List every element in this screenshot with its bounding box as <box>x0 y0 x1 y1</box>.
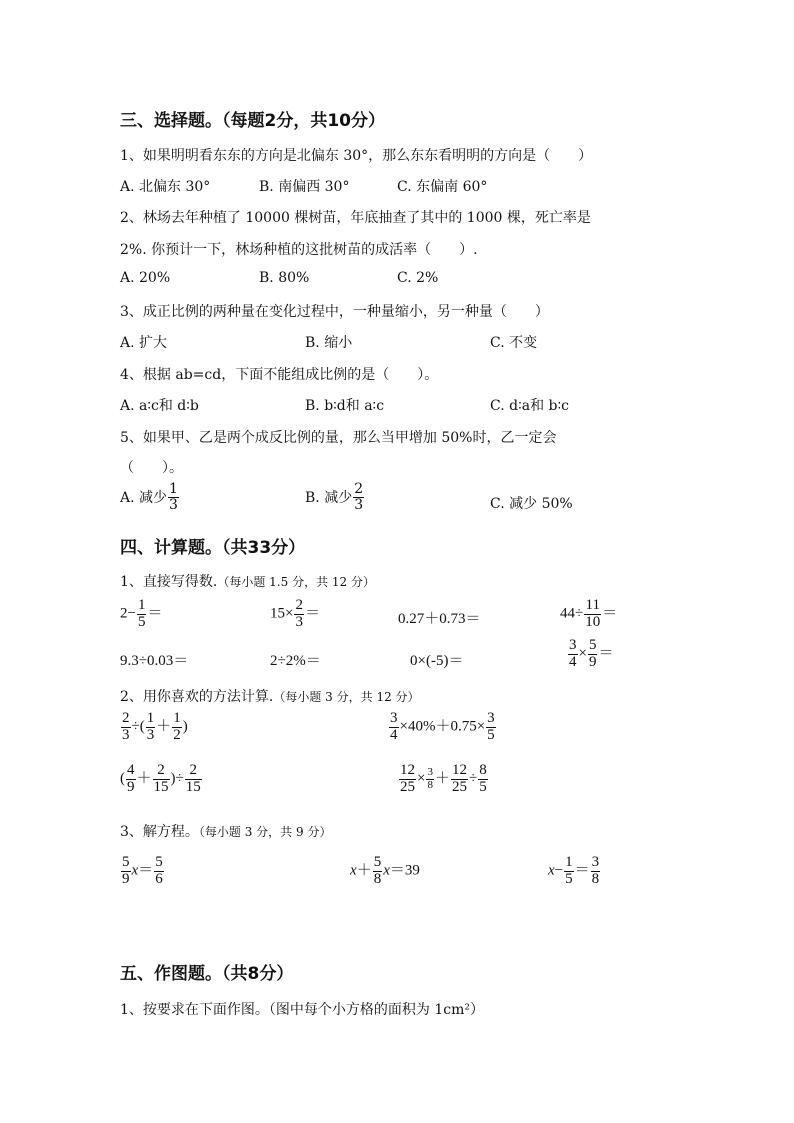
calc2-expr-3 <box>120 763 203 796</box>
q4-option-c: C. d∶a和 b∶c <box>490 398 569 414</box>
frac-num: 1 <box>146 710 155 726</box>
expr-text: ) <box>182 718 188 735</box>
calc-part2-label: 2、用你喜欢的方法计算. <box>120 689 274 705</box>
frac-den: 9 <box>122 870 130 887</box>
frac-den: 3 <box>146 726 155 743</box>
expr-text: ＝ <box>602 605 618 622</box>
frac-den: 25 <box>451 778 467 795</box>
q4-stem: 4、根据 ab=cd，下面不能组成比例的是（ ）。 <box>120 367 439 383</box>
section-4-title: 四、计算题。（共33分） <box>120 538 306 558</box>
variable-x: x <box>131 862 139 879</box>
frac-den: 5 <box>565 870 573 887</box>
expr-text: 2− <box>120 605 136 622</box>
frac-num: 5 <box>122 854 130 870</box>
frac-den: 3 <box>169 496 178 513</box>
expr-text: × <box>578 645 587 662</box>
expr-text: ＝ <box>304 605 320 622</box>
frac-num: 2 <box>122 710 130 726</box>
frac-den: 10 <box>585 613 601 630</box>
frac-num: 1 <box>565 854 573 870</box>
frac-den: 6 <box>155 870 163 887</box>
expr-text: × <box>417 770 426 787</box>
frac-den: 15 <box>153 778 169 795</box>
frac-num: 2 <box>295 597 303 613</box>
frac-den: 5 <box>479 778 487 795</box>
q3-option-c: C. 不变 <box>490 335 538 351</box>
q1-option-b: B. 南偏西 30° <box>259 179 350 195</box>
calc-part1-note: （每小题 1.5 分，共 12 分） <box>217 575 375 589</box>
calc2-expr-4 <box>398 763 489 796</box>
calc-expr-6: 2÷2%＝ <box>270 653 321 669</box>
frac-den: 5 <box>487 726 495 743</box>
q3-option-a: A. 扩大 <box>120 335 168 351</box>
variable-x: x <box>548 862 555 879</box>
expr-text: ＝ <box>574 862 590 879</box>
expr-text: ＋ <box>434 770 450 787</box>
frac-den: 3 <box>122 726 130 743</box>
frac-num: 2 <box>153 763 170 780</box>
q1-stem: 1、如果明明看东东的方向是北偏东 30°，那么东东看明明的方向是（ ） <box>120 148 593 164</box>
frac-num: 3 <box>427 766 433 779</box>
calc2-expr-1 <box>120 711 188 744</box>
calc-part3-note: （每小题 3 分，共 9 分） <box>198 825 332 839</box>
q2-stem-line2: 2%. 你预计一下，林场种植的这批树苗的成活率（ ）. <box>120 242 478 258</box>
expr-text: ＋ <box>156 718 172 735</box>
frac-den: 4 <box>569 653 577 670</box>
frac-num: 11 <box>585 597 600 613</box>
calc-expr-2 <box>270 598 320 631</box>
calc-expr-8 <box>567 638 613 671</box>
calc-part2-note: （每小题 3 分，共 12 分） <box>273 690 420 704</box>
frac-num: 5 <box>588 637 597 653</box>
q2-option-a: A. 20% <box>120 270 171 286</box>
frac-den: 4 <box>390 726 398 743</box>
equation-1 <box>120 855 165 888</box>
q1-option-c: C. 东偏南 60° <box>397 179 488 195</box>
expr-text: ＋ <box>136 770 152 787</box>
frac-den: 9 <box>588 653 597 670</box>
q1-option-a: A. 北偏东 30° <box>120 179 211 195</box>
expr-text: ÷ <box>468 770 478 787</box>
calc-expr-5: 9.3÷0.03＝ <box>120 653 189 669</box>
frac-num: 12 <box>400 762 415 778</box>
q4-option-b: B. b∶d和 a∶c <box>305 398 385 414</box>
frac-num: 2 <box>185 763 202 780</box>
q5-option-c: C. 减少 50% <box>490 496 573 512</box>
expr-text: )÷ <box>170 770 184 787</box>
frac-den: 8 <box>373 870 382 887</box>
calc-part1-label: 1、直接写得数. <box>120 574 218 590</box>
expr-text: ＋ <box>356 862 372 879</box>
frac-num: 4 <box>127 762 135 778</box>
frac-den: 15 <box>185 778 201 795</box>
frac-num: 8 <box>479 762 487 778</box>
frac-num: 1 <box>137 597 146 613</box>
expr-text: 44÷ <box>560 605 584 622</box>
expr-text: ＝ <box>598 645 614 662</box>
frac-num: 1 <box>173 710 181 726</box>
q5-option-a-label: A. 减少 <box>120 490 168 507</box>
expr-text: 15× <box>270 605 294 622</box>
frac-den: 8 <box>427 778 433 791</box>
q5-option-a <box>120 482 180 512</box>
frac-num: 3 <box>390 710 398 726</box>
frac-num: 2 <box>354 481 364 497</box>
calc-part3-label: 3、解方程。 <box>120 824 199 840</box>
q2-option-c: C. 2% <box>397 270 439 286</box>
drawing-q1: 1、按要求在下面作图。（图中每个小方格的面积为 1cm²） <box>120 1002 484 1018</box>
frac-den: 2 <box>173 726 181 743</box>
section-5-title: 五、作图题。（共8分） <box>120 964 294 984</box>
frac-den: 3 <box>295 613 303 630</box>
expr-text: − <box>554 862 564 879</box>
calc-expr-7: 0×(-5)＝ <box>410 653 464 669</box>
frac-den: 8 <box>591 870 600 887</box>
frac-den: 25 <box>400 778 415 795</box>
calc-expr-1 <box>120 598 162 631</box>
frac-den: 3 <box>354 496 364 513</box>
equation-3 <box>548 855 601 888</box>
frac-num: 5 <box>373 854 382 870</box>
frac-num: 5 <box>155 854 163 870</box>
frac-num: 3 <box>487 710 495 726</box>
calc-part3-heading <box>120 821 331 841</box>
q5-option-b <box>305 482 365 512</box>
variable-x: x <box>383 862 390 879</box>
frac-num: 1 <box>169 481 178 497</box>
variable-x: x <box>350 862 357 879</box>
frac-num: 3 <box>569 637 577 653</box>
expr-text: ＝ <box>138 862 154 879</box>
q5-stem-line2: （ ）。 <box>120 460 183 476</box>
expr-text: ( <box>120 770 125 787</box>
q5-option-b-label: B. 减少 <box>305 490 353 507</box>
calc-part2-heading <box>120 686 420 706</box>
q3-option-b: B. 缩小 <box>305 335 353 351</box>
frac-num: 3 <box>591 854 600 870</box>
frac-den: 9 <box>127 778 135 795</box>
frac-num: 12 <box>451 762 467 778</box>
calc-expr-3: 0.27＋0.73＝ <box>398 611 481 627</box>
q2-stem-line1: 2、林场去年种植了 10000 棵树苗，年底抽查了其中的 1000 棵，死亡率是 <box>120 210 591 226</box>
q5-stem-line1: 5、如果甲、乙是两个成反比例的量，那么当甲增加 50%时，乙一定会 <box>120 430 557 446</box>
q4-option-a: A. a∶c和 d∶b <box>120 398 199 414</box>
q2-option-b: B. 80% <box>259 270 310 286</box>
expr-text: ＝39 <box>389 862 420 879</box>
calc2-expr-2 <box>388 711 497 744</box>
calc-expr-4 <box>560 598 617 631</box>
equation-2 <box>350 855 420 888</box>
section-3-title: 三、选择题。（每题2分，共10分） <box>120 111 385 131</box>
calc-part1-heading <box>120 571 375 591</box>
expr-text: ×40%＋0.75× <box>399 718 486 735</box>
expr-text: ÷( <box>131 718 145 735</box>
frac-den: 5 <box>137 613 146 630</box>
expr-text: ＝ <box>147 605 163 622</box>
q3-stem: 3、成正比例的两种量在变化过程中，一种量缩小，另一种量（ ） <box>120 304 549 320</box>
